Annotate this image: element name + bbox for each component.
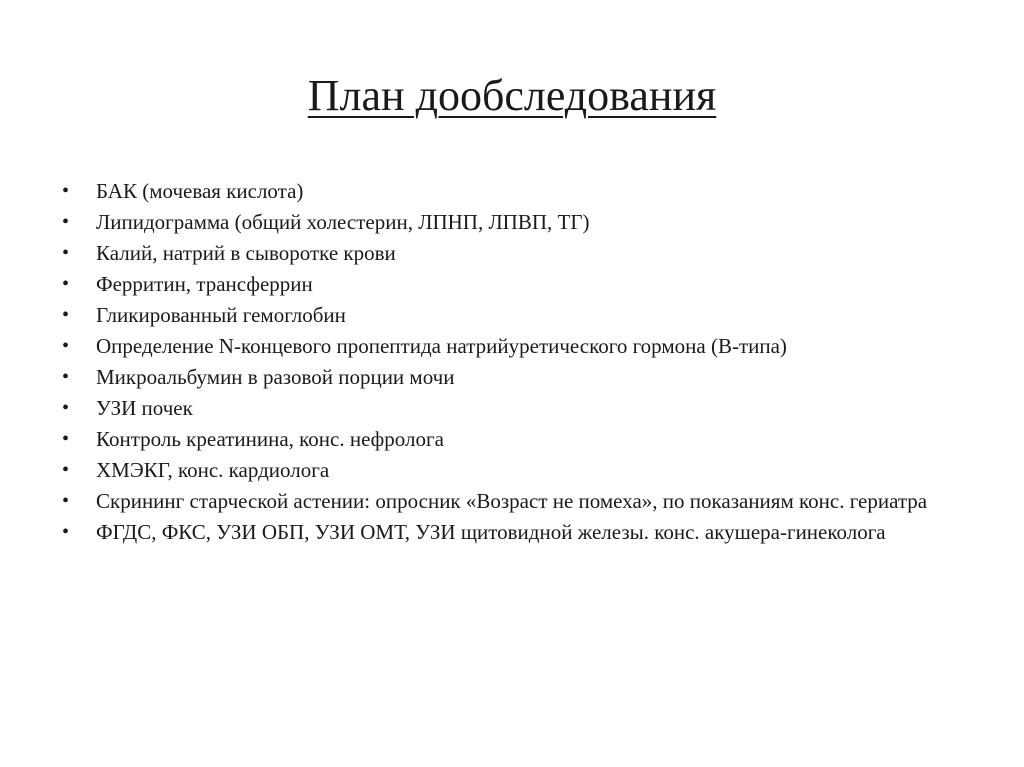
list-item xyxy=(62,304,962,327)
list-item xyxy=(62,180,962,203)
bullet-icon: • xyxy=(62,521,70,543)
list-item xyxy=(62,242,962,265)
bullet-icon: • xyxy=(62,273,70,295)
list-item xyxy=(62,459,962,482)
list-item-text: Ферритин, трансферрин xyxy=(96,272,313,296)
bullet-icon: • xyxy=(62,459,70,481)
list-item xyxy=(62,211,962,234)
list-item-text: Скрининг старческой астении: опросник «Возраст не помеха», по показаниям конс. гериатра xyxy=(96,489,928,513)
list-item xyxy=(62,273,962,296)
list-item-text: Гликированный гемоглобин xyxy=(96,303,346,327)
list-item xyxy=(62,335,962,358)
bullet-icon: • xyxy=(62,242,70,264)
list-item-text: Контроль креатинина, конс. нефролога xyxy=(96,427,444,451)
bullet-icon: • xyxy=(62,428,70,450)
list-item-text: Липидограмма (общий холестерин, ЛПНП, ЛПВП, ТГ) xyxy=(96,210,590,234)
bullet-icon: • xyxy=(62,180,70,202)
list-item-text: БАК (мочевая кислота) xyxy=(96,179,304,203)
list-item xyxy=(62,428,962,451)
bullet-list xyxy=(62,180,962,552)
list-item-text: ХМЭКГ, конс. кардиолога xyxy=(96,458,330,482)
list-item-text: УЗИ почек xyxy=(96,396,193,420)
list-item xyxy=(62,490,962,513)
bullet-icon: • xyxy=(62,366,70,388)
list-item xyxy=(62,521,962,544)
list-item-text: Калий, натрий в сыворотке крови xyxy=(96,241,396,265)
list-item-text: Определение N-концевого пропептида натрийуретического гормона (B-типа) xyxy=(96,334,787,358)
slide-title: План дообследования xyxy=(307,71,717,120)
bullet-icon: • xyxy=(62,490,70,512)
list-item-text: Микроальбумин в разовой порции мочи xyxy=(96,365,455,389)
list-item-text: ФГДС, ФКС, УЗИ ОБП, УЗИ ОМТ, УЗИ щитовидной железы. конс. акушера-гинеколога xyxy=(96,520,886,544)
bullet-icon: • xyxy=(62,397,70,419)
list-item xyxy=(62,366,962,389)
bullet-icon: • xyxy=(62,335,70,357)
bullet-icon: • xyxy=(62,211,70,233)
list-item xyxy=(62,397,962,420)
bullet-icon: • xyxy=(62,304,70,326)
